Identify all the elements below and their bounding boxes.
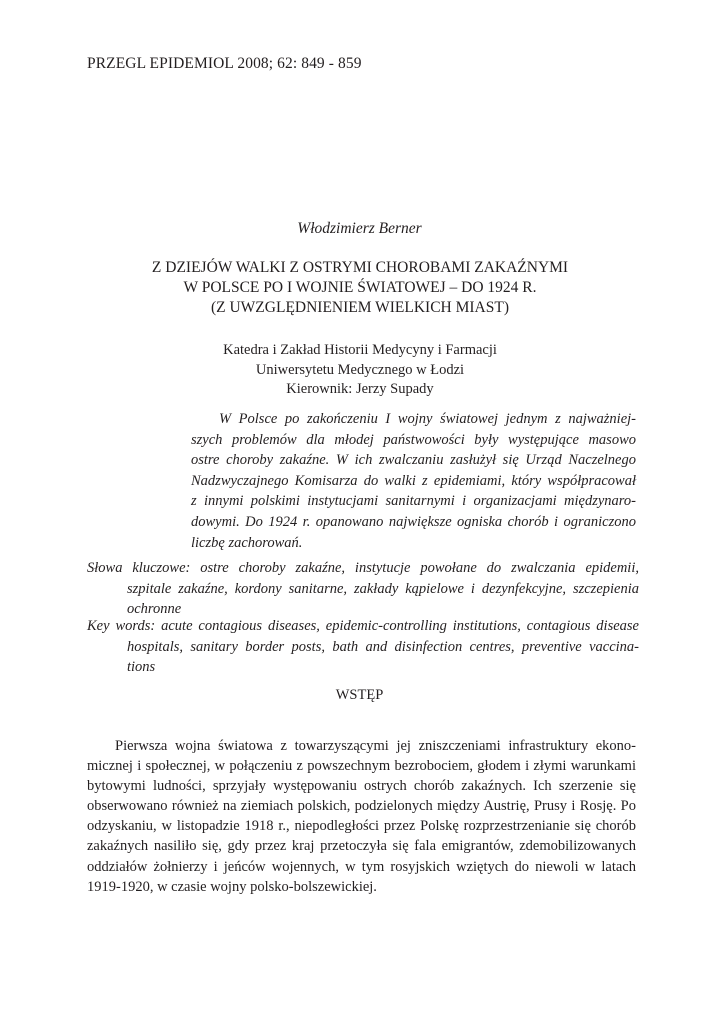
abstract-line: z innymi polskimi instytucjami sanitarnymi i organizacjami międzynaro- <box>191 493 636 510</box>
abstract-line: dowymi. Do 1924 r. opanowano największe ogniska chorób i ograniczono <box>191 513 636 530</box>
keywords-polish <box>87 558 639 620</box>
affiliation <box>100 341 620 400</box>
author-name: Włodzimierz Berner <box>297 220 422 237</box>
journal-citation: PRZEGL EPIDEMIOL 2008; 62: 849 - 859 <box>87 55 362 72</box>
affiliation-line: Uniwersytetu Medycznego w Łodzi <box>255 361 465 378</box>
body-text <box>87 736 636 897</box>
abstract-line: liczbę zachorowań. <box>191 534 303 551</box>
abstract-line: szych problemów dla młodej państwowości były występujące masowo <box>191 431 636 448</box>
keywords-line: szpitale zakaźne, kordony sanitarne, zakłady kąpielowe i dezynfekcyjne, szczepienia <box>127 580 639 597</box>
body-line: Pierwsza wojna światowa z towarzyszącymi jej zniszczeniami infrastruktury ekono- <box>115 738 636 754</box>
title-line: (Z UWZGLĘDNIENIEM WIELKICH MIAST) <box>210 299 510 316</box>
keywords-line: ochronne <box>127 601 182 618</box>
body-line: micznej i społecznej, w połączeniu z powszechnym bezrobociem, głodem i złymi warunkami <box>87 758 636 775</box>
affiliation-line: Kierownik: Jerzy Supady <box>286 381 434 397</box>
title-line: W POLSCE PO I WOJNIE ŚWIATOWEJ – DO 1924 R. <box>183 279 537 296</box>
abstract-line: ostre choroby zakaźne. W ich zwalczaniu zasłużył się Urząd Naczelnego <box>191 452 636 469</box>
keywords-line: Słowa kluczowe: ostre choroby zakaźne, instytucje powołane do zwalczania epidemii, <box>87 560 639 576</box>
body-line: zakaźnych nasiliło się, gdy przez kraj przetoczyła się fala emigrantów, zdemobilizowanych <box>87 838 636 855</box>
body-line: oddziałów żołnierzy i jeńców wojennych, w tym rosyjskich wziętych do niewoli w latach <box>87 858 636 875</box>
body-line: bytowymi ludności, sprzyjały występowaniu ostrych chorób zakaźnych. Ich szerzenie się <box>87 778 636 795</box>
abstract-line: W Polsce po zakończeniu I wojny światowej jednym z najważniej- <box>219 411 636 427</box>
keywords-english <box>87 616 639 678</box>
section-heading: WSTĘP <box>335 687 384 703</box>
keywords-line: Key words: acute contagious diseases, epidemic-controlling institutions, contagious disease <box>87 618 639 634</box>
keywords-line: tions <box>127 659 156 676</box>
article-title <box>100 258 620 318</box>
affiliation-line: Katedra i Zakład Historii Medycyny i Farmacji <box>223 342 497 358</box>
body-line: odzyskaniu, w listopadzie 1918 r., niepodległości przez Polskę rozprzestrzenianie się chorób <box>87 818 636 835</box>
title-line: Z DZIEJÓW WALKI Z OSTRYMI CHOROBAMI ZAKAŹNYMI <box>151 259 569 276</box>
abstract <box>191 409 636 553</box>
body-line: obserwowano również na ziemiach polskich, podzielonych między Austrię, Prusy i Rosję. Po <box>87 798 636 815</box>
body-line: 1919-1920, w czasie wojny polsko-bolszewickiej. <box>87 878 377 895</box>
keywords-line: hospitals, sanitary border posts, bath and disinfection centres, preventive vaccina- <box>127 638 639 655</box>
abstract-line: Nadzwyczajnego Komisarza do walki z epidemiami, który współpracował <box>191 472 636 489</box>
